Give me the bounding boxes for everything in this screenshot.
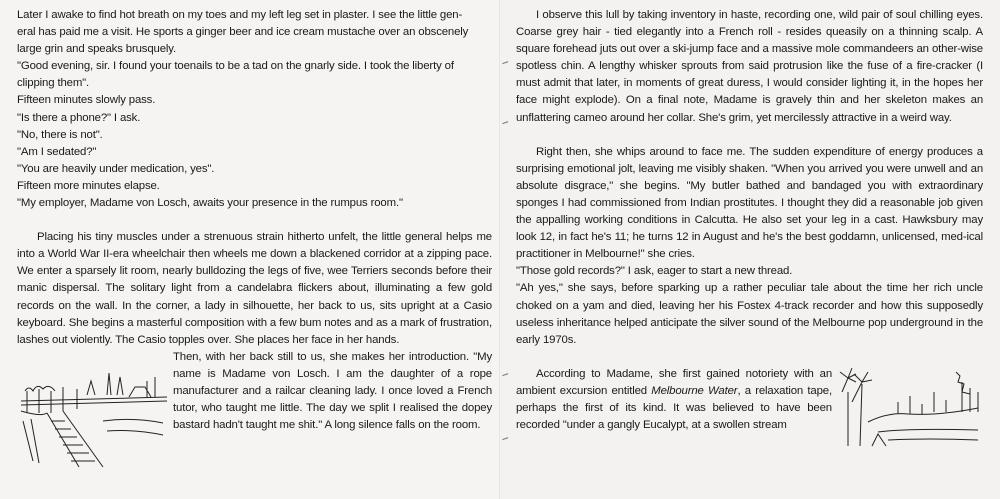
- introduction-block: [17, 349, 492, 434]
- wheelchair-paragraph: Placing his tiny muscles under a strenuous strain hitherto unfelt, the little general helps me into a World War II-era wheelchair then wheels me down a blackened corridor at a zipping pace. We enter a sparsely lit room, nearly bulldozing the legs of five, wee Terriers seconds before their manic dispersal. The solitary light from a candelabra flickers about, illuminating a few gold records on the wall. In the corner, a lady in silhouette, her back to us, sits upright at a Casio keyboard. She begins a masterful composition with a few bum notes and as a mark of frustration, lashes out violently. The Casio topples over. She places her face in her hands.: [17, 231, 492, 346]
- dialogue-line: "Is there a phone?" I ask.: [17, 111, 141, 124]
- tape-title: Melbourne Water: [651, 384, 738, 397]
- gold-records-question: "Those gold records?" I ask, eager to start a new thread.: [516, 265, 793, 278]
- right-page: [500, 0, 1000, 499]
- text-line: Later I awake to find hot breath on my toes and my left leg set in plaster. I see the little gen-: [17, 9, 463, 21]
- pier-sketch-illustration: [17, 351, 169, 469]
- margin-mark: [502, 121, 509, 128]
- text-line: large grin and speaks brusquely.: [17, 43, 176, 56]
- dialogue-line: Fifteen minutes slowly pass.: [17, 94, 156, 107]
- harbour-sketch-illustration: [838, 362, 983, 448]
- opening-paragraph: [17, 7, 492, 58]
- notoriety-block: [516, 366, 983, 434]
- introduction-paragraph: Then, with her back still to us, she makes her introduction. "My name is Madame von Losch. I am the daughter of a rope manufacturer and a railcar cleaning lady. I once loved a French tutor, who taught me little. The day we split I realised the dopey bastard hadn't taught me shit." A long silence falls on the room.: [173, 350, 492, 432]
- dialogue-line: Fifteen more minutes elapse.: [17, 179, 160, 192]
- dialogue-line: "Good evening, sir. I found your toenails to be a tad on the gnarly side. I took the liberty of clipping them".: [17, 60, 454, 90]
- dialogue-line: "No, there is not".: [17, 128, 103, 141]
- text-line: eral has paid me a visit. He sports a ginger beer and ice cream mustache over an obscenely: [17, 26, 469, 39]
- margin-mark: [502, 437, 509, 444]
- dialogue-block: [17, 58, 492, 212]
- whips-around-paragraph: Right then, she whips around to face me. The sudden expenditure of energy produces a surprising emotional jolt, leaving me visibly shaken. "When you arrived you were unwell and an absolute disgrace," she begins. "My butler bathed and bandaged you with extraordinary sponges I had commissioned from Indian prostitutes. I thought they did a reasonable job given the appalling working conditions in Calcutta. He also set your leg in a cast. Hawksbury may look 12, in fact he's 11; he turns 12 in August and he's the best goddamn, unlicensed, med-ical practitioner in Melbourne!" she cries.: [516, 145, 983, 261]
- notoriety-text-start: According to Madame, she first gained notoriety with an ambient excursion entitled: [516, 367, 832, 397]
- margin-mark: [502, 61, 509, 68]
- dialogue-line: "My employer, Madame von Losch, awaits your presence in the rumpus room.": [17, 197, 403, 210]
- margin-mark: [502, 373, 509, 380]
- notoriety-text-end: , a relaxation tape, perhaps the first of its kind. It was believed to have been recorded "under a gangly Eucalypt, at a swollen stream: [516, 384, 832, 432]
- dialogue-line: "Am I sedated?": [17, 145, 97, 158]
- inventory-paragraph: I observe this lull by taking inventory in haste, recording one, wild pair of soul chilling eyes. Coarse grey hair - tied elegantly into a French roll - resides queasily on a thinning scalp. A square forehead juts out over a ski-jump face and a massive mole commandeers an other-wise spotless chin. A lengthy whisker sprouts from said protrusion like the fuse of a fire-cracker (I must admit that later, in moments of great duress, I would consider lighting it, in the hopes her face might explode). On a final note, Madame is gravely thin and her skeleton makes an unflattering cameo around her collar. She's grim, yet mercilessly attractive in a weird way.: [516, 9, 983, 124]
- uncle-tale-paragraph: "Ah yes," she says, before sparking up a rather peculiar tale about the time her rich uncle choked on a yam and died, leaving her his Fostex 4-track recorder and how this supposedly useless inheritance helped anticipate the silver sound of the Melbourne pop underground in the early 1970s.: [516, 282, 983, 346]
- dialogue-line: "You are heavily under medication, yes".: [17, 162, 215, 175]
